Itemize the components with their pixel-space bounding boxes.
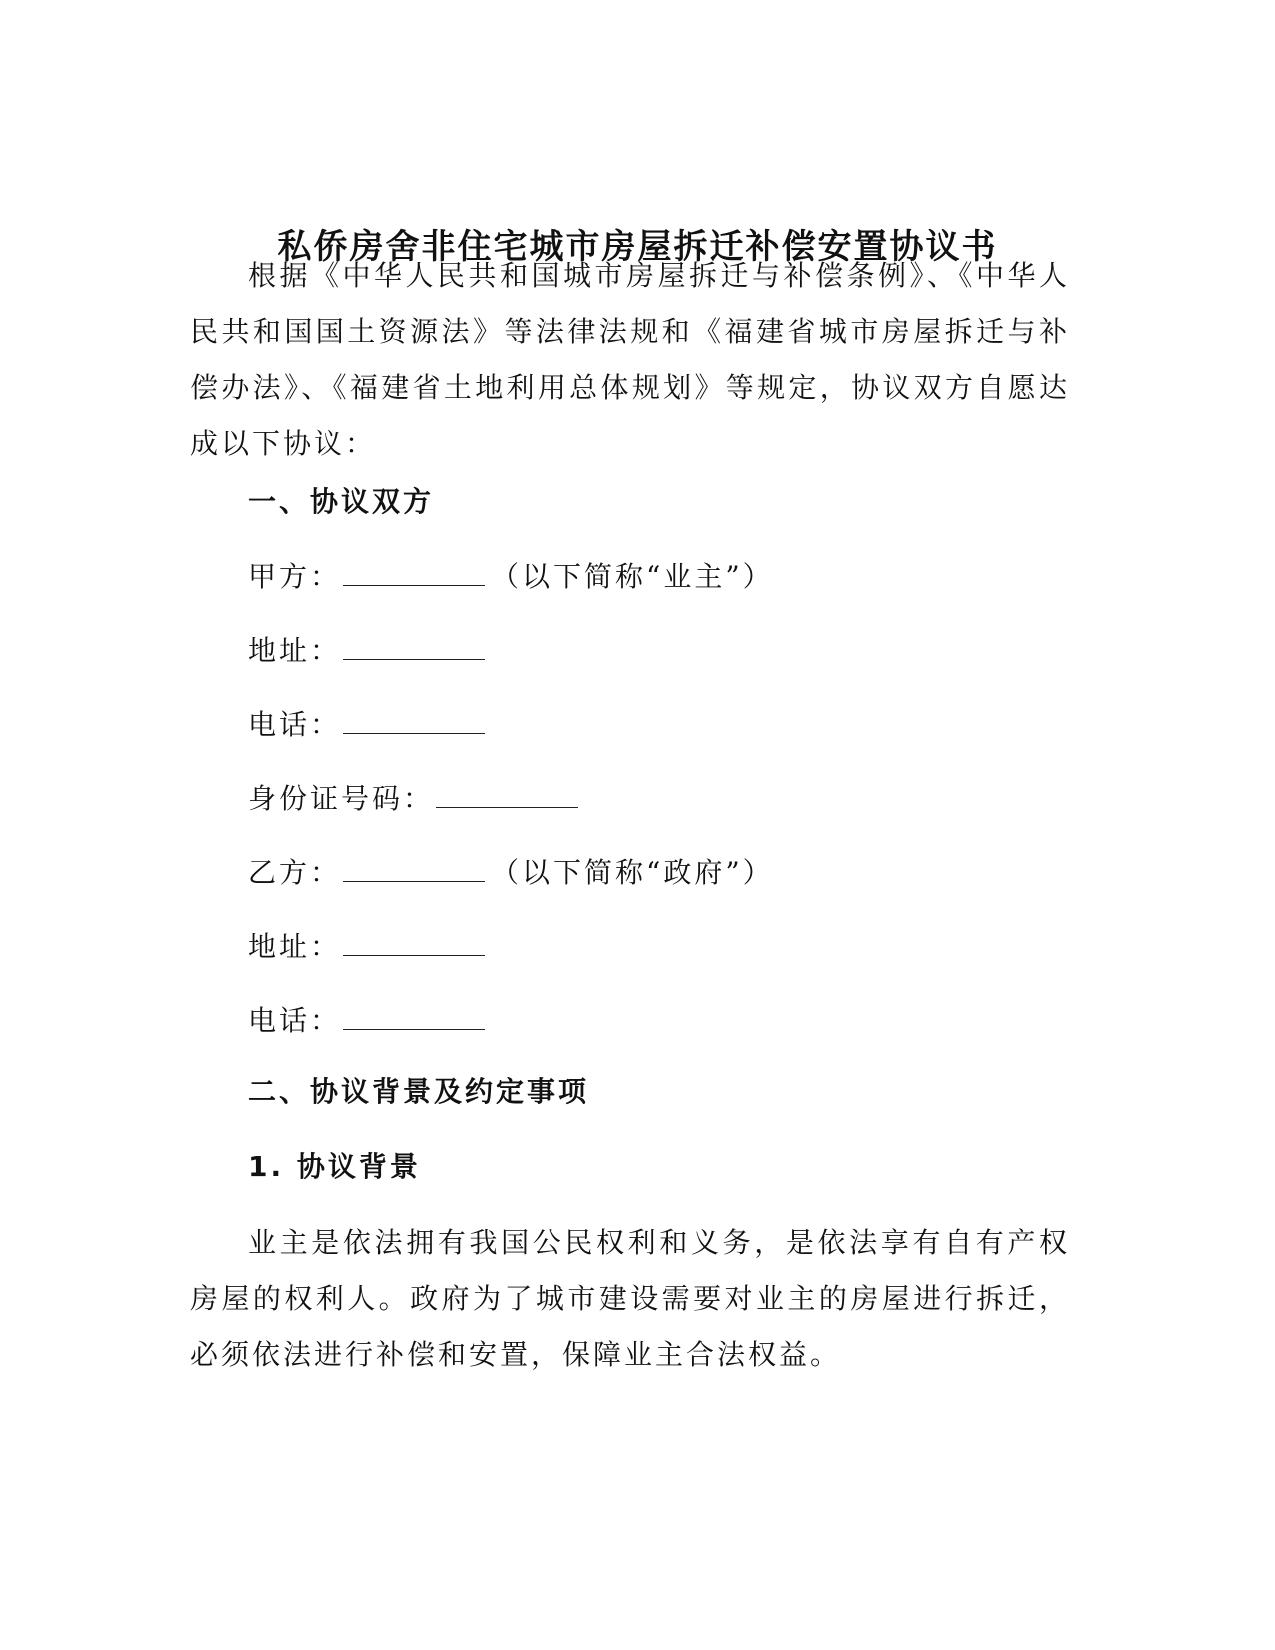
party-b-row bbox=[248, 851, 774, 891]
party-a-note: （以下简称“业主”） bbox=[491, 560, 774, 593]
party-b-address-row bbox=[248, 925, 491, 965]
intro-paragraph: 根据《中华人民共和国城市房屋拆迁与补偿条例》、《中华人民共和国国土资源法》等法律法规和《福建省城市房屋拆迁与补偿办法》、《福建省土地利用总体规划》等规定，协议双方自愿达成以下协议： bbox=[190, 259, 1070, 460]
party-b-phone-blank[interactable] bbox=[343, 999, 485, 1030]
party-a-phone-label: 电话： bbox=[248, 708, 342, 741]
party-b-label: 乙方： bbox=[248, 856, 342, 889]
party-a-id-row bbox=[248, 777, 584, 817]
party-b-blank[interactable] bbox=[343, 851, 485, 882]
party-a-address-blank[interactable] bbox=[343, 629, 485, 660]
party-b-phone-label: 电话： bbox=[248, 1004, 342, 1037]
section-heading-background: 二、协议背景及约定事项 bbox=[248, 1075, 590, 1108]
party-b-address-label: 地址： bbox=[248, 930, 342, 963]
party-b-phone-row bbox=[248, 999, 491, 1039]
background-paragraph: 业主是依法拥有我国公民权利和义务，是依法享有自有产权房屋的权利人。政府为了城市建设需要对业主的房屋进行拆迁，必须依法进行补偿和安置，保障业主合法权益。 bbox=[190, 1226, 1070, 1371]
party-a-address-row bbox=[248, 629, 491, 669]
party-a-address-label: 地址： bbox=[248, 634, 342, 667]
section-heading-parties: 一、协议双方 bbox=[248, 485, 435, 518]
party-a-label: 甲方： bbox=[248, 560, 342, 593]
party-b-note: （以下简称“政府”） bbox=[491, 856, 774, 889]
party-a-id-blank[interactable] bbox=[436, 777, 578, 808]
party-a-row bbox=[248, 555, 774, 595]
party-a-phone-blank[interactable] bbox=[343, 703, 485, 734]
party-a-blank[interactable] bbox=[343, 555, 485, 586]
party-a-phone-row bbox=[248, 703, 491, 743]
party-b-address-blank[interactable] bbox=[343, 925, 485, 956]
document-title: 私侨房舍非住宅城市房屋拆迁补偿安置协议书 bbox=[277, 226, 998, 267]
subsection-heading-background: 1. 协议背景 bbox=[248, 1150, 421, 1183]
party-a-id-label: 身份证号码： bbox=[248, 782, 435, 815]
